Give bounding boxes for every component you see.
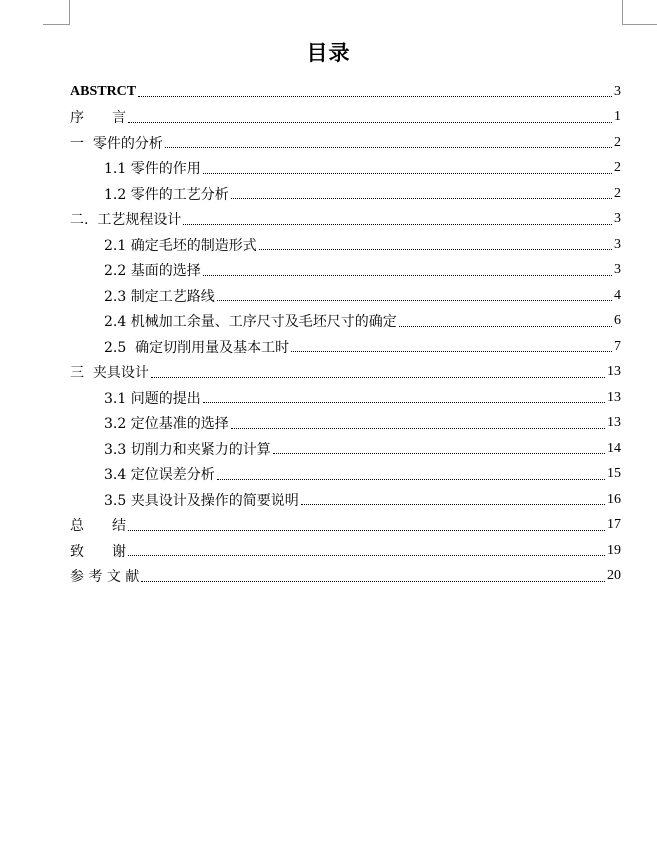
toc-page-number: 13 bbox=[607, 364, 621, 380]
toc-dot-leader bbox=[138, 96, 612, 97]
toc-page-number: 14 bbox=[607, 440, 621, 456]
toc-entry-text: 二. 工艺规程设计 bbox=[70, 212, 182, 229]
toc-entry-text: 序 言 bbox=[70, 110, 126, 127]
toc-page-number: 2 bbox=[614, 134, 621, 150]
toc-page-number: 2 bbox=[614, 160, 621, 176]
toc-dot-leader bbox=[231, 428, 605, 429]
toc-dot-leader bbox=[128, 122, 612, 123]
toc-dot-leader bbox=[273, 453, 605, 454]
toc-page-number: 19 bbox=[607, 542, 621, 558]
toc-entry-text: 3.4 定位误差分析 bbox=[104, 467, 215, 484]
crop-mark-top-left bbox=[43, 0, 70, 25]
toc-dot-leader bbox=[291, 351, 612, 352]
toc-entry-text: 一 零件的分析 bbox=[70, 135, 163, 152]
toc-entry-text: 2.3 制定工艺路线 bbox=[104, 288, 215, 305]
toc-entry[interactable] bbox=[70, 258, 621, 284]
toc-entry[interactable] bbox=[70, 487, 621, 513]
toc-entry[interactable] bbox=[70, 79, 621, 105]
toc-dot-leader bbox=[151, 377, 605, 378]
toc-entry-text: 2.4 机械加工余量、工序尺寸及毛坯尺寸的确定 bbox=[104, 314, 397, 331]
toc-page-number: 1 bbox=[614, 109, 621, 125]
toc-entry[interactable] bbox=[70, 538, 621, 564]
toc-page-number: 2 bbox=[614, 185, 621, 201]
toc-entry[interactable] bbox=[70, 436, 621, 462]
toc-entry[interactable] bbox=[70, 334, 621, 360]
toc-title: 目录 bbox=[306, 40, 351, 65]
toc-dot-leader bbox=[141, 581, 605, 582]
toc-page-number: 20 bbox=[607, 568, 621, 584]
toc-dot-leader bbox=[217, 479, 605, 480]
toc-entry[interactable] bbox=[70, 232, 621, 258]
toc-entry[interactable] bbox=[70, 156, 621, 182]
toc-entry[interactable] bbox=[70, 309, 621, 335]
toc-dot-leader bbox=[231, 198, 612, 199]
toc-entry[interactable] bbox=[70, 181, 621, 207]
toc-entry-text: 3.2 定位基准的选择 bbox=[104, 416, 229, 433]
toc-page-number: 17 bbox=[607, 517, 621, 533]
toc-page-number: 3 bbox=[614, 211, 621, 227]
toc-entry[interactable] bbox=[70, 385, 621, 411]
toc-entry[interactable] bbox=[70, 105, 621, 131]
toc-dot-leader bbox=[128, 555, 605, 556]
toc-entry[interactable] bbox=[70, 360, 621, 386]
toc-dot-leader bbox=[165, 147, 612, 148]
toc-entry[interactable] bbox=[70, 283, 621, 309]
toc-entry-text: 致 谢 bbox=[70, 543, 126, 560]
toc-entry-text: 三 夹具设计 bbox=[70, 365, 149, 382]
toc-dot-leader bbox=[203, 173, 612, 174]
toc-dot-leader bbox=[217, 300, 612, 301]
toc-page-number: 15 bbox=[607, 466, 621, 482]
toc-entry-text: 2.1 确定毛坯的制造形式 bbox=[104, 237, 257, 254]
toc-page-number: 13 bbox=[607, 415, 621, 431]
toc-entry[interactable] bbox=[70, 564, 621, 590]
toc-page-number: 13 bbox=[607, 389, 621, 405]
toc-page-number: 4 bbox=[614, 287, 621, 303]
toc-entry-text: 3.3 切削力和夹紧力的计算 bbox=[104, 441, 271, 458]
toc-entry-text: 总 结 bbox=[70, 518, 126, 535]
toc-dot-leader bbox=[259, 249, 612, 250]
toc-entry-text: 2.5 确定切削用量及基本工时 bbox=[104, 339, 290, 356]
toc-dot-leader bbox=[203, 402, 605, 403]
toc-entry-text: 1.1 零件的作用 bbox=[104, 161, 201, 178]
toc-entry[interactable] bbox=[70, 513, 621, 539]
toc-page-number: 3 bbox=[614, 236, 621, 252]
toc-dot-leader bbox=[301, 504, 605, 505]
toc-entry[interactable] bbox=[70, 462, 621, 488]
toc-page-number: 3 bbox=[614, 262, 621, 278]
toc-entry[interactable] bbox=[70, 207, 621, 233]
toc-entry-text: 2.2 基面的选择 bbox=[104, 263, 201, 280]
toc-page-number: 16 bbox=[607, 491, 621, 507]
toc-page-number: 7 bbox=[614, 338, 621, 354]
toc-dot-leader bbox=[183, 224, 612, 225]
toc-entry-text: 1.2 零件的工艺分析 bbox=[104, 186, 229, 203]
toc-entry-text: 3.1 问题的提出 bbox=[104, 390, 201, 407]
toc-dot-leader bbox=[399, 326, 612, 327]
toc-dot-leader bbox=[128, 530, 605, 531]
toc-page-number: 6 bbox=[614, 313, 621, 329]
toc-entry[interactable] bbox=[70, 130, 621, 156]
toc-entry[interactable] bbox=[70, 411, 621, 437]
toc-entry-text: 参 考 文 献 bbox=[70, 569, 140, 586]
toc-entry-text: 3.5 夹具设计及操作的简要说明 bbox=[104, 492, 299, 509]
toc-dot-leader bbox=[203, 275, 612, 276]
table-of-contents bbox=[70, 79, 621, 589]
toc-entry-text: ABSTRCT bbox=[70, 83, 137, 99]
toc-page-number: 3 bbox=[614, 83, 621, 99]
crop-mark-top-right bbox=[622, 0, 657, 25]
